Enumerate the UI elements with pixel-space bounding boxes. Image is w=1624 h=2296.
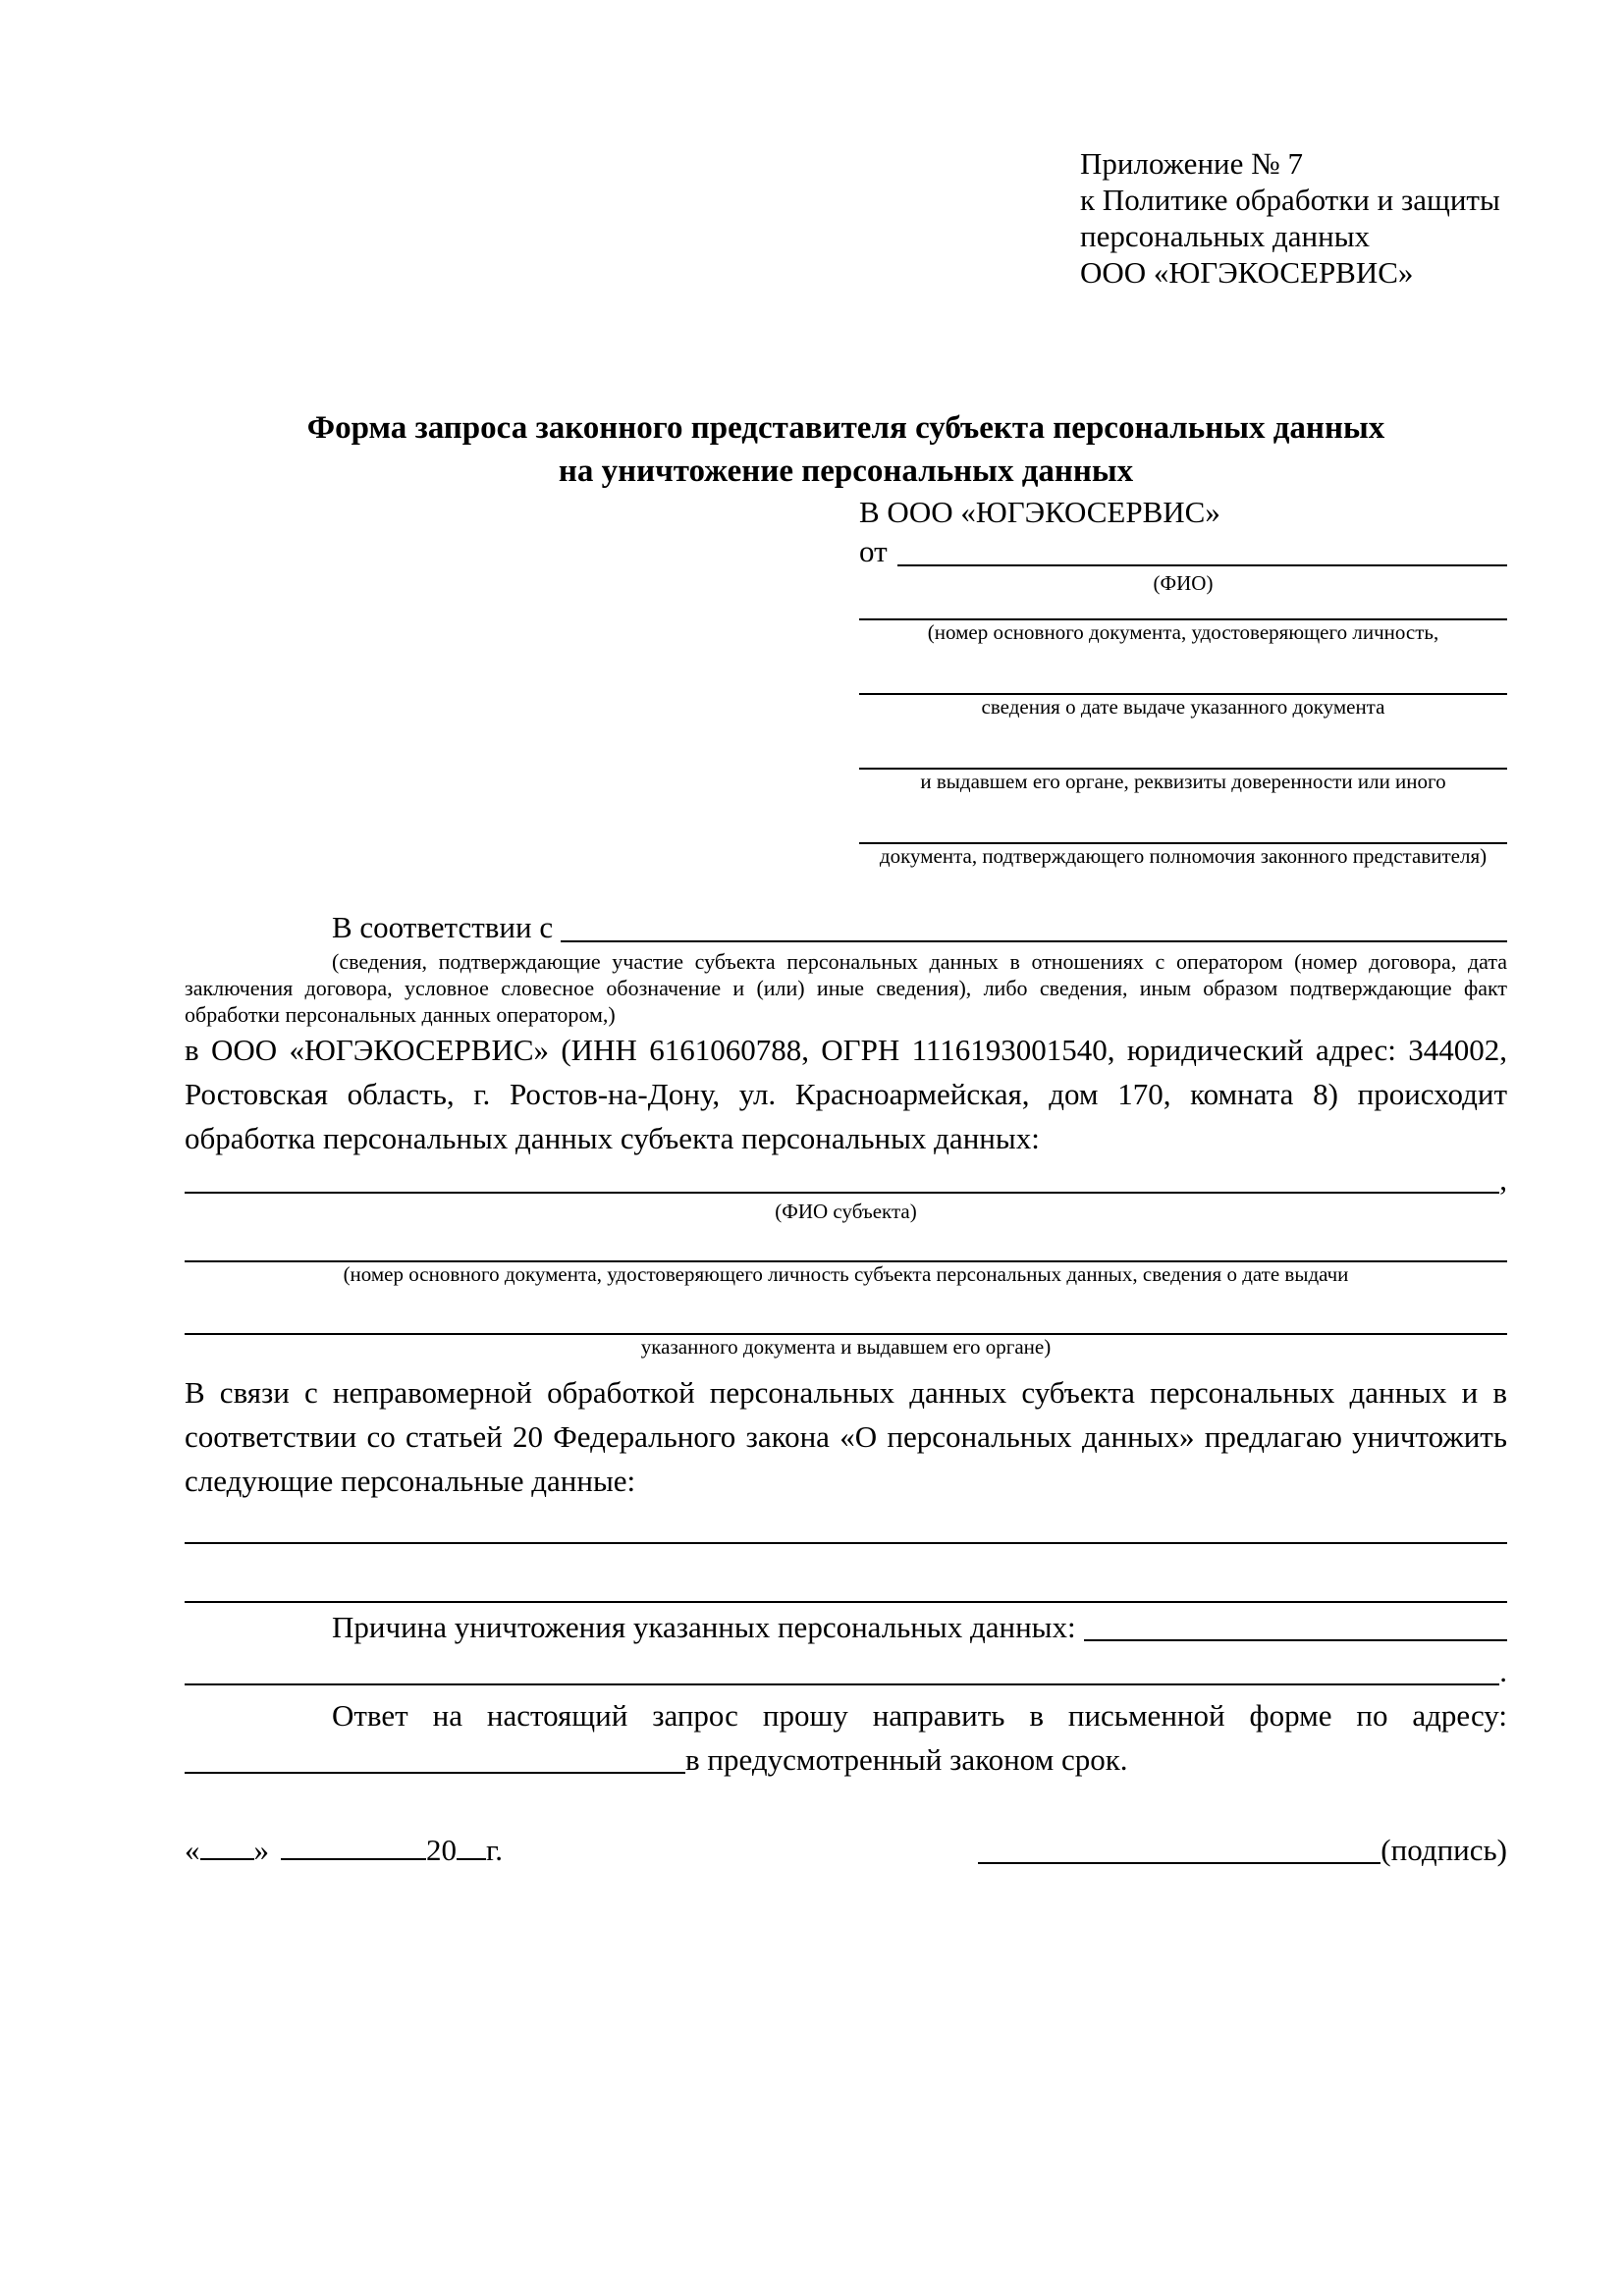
blank-caption-group [185, 1311, 1507, 1359]
blank-line [859, 603, 1507, 620]
from-label: от [859, 534, 888, 568]
appendix-note-line: к Политике обработки и защиты [1080, 183, 1500, 217]
blank-line [185, 1649, 1499, 1685]
blank-caption-group [859, 603, 1507, 644]
reason-blank-line [1084, 1605, 1507, 1641]
blank-caption-group [859, 671, 1507, 719]
month-blank [281, 1858, 426, 1860]
unlawful-paragraph: В связи с неправомерной обработкой персональных данных субъекта персональных данных и в соответствии со статьей 20 Федерального закона «О персональных данных» предлагаю уничтожить следующие персональные данные: [185, 1375, 1507, 1498]
blank-line [859, 746, 1507, 770]
appendix-note [1080, 145, 1507, 291]
doc-caption-line1: (номер основного документа, удостоверяющего личность субъекта персональных данных, сведения о дате выдачи [343, 1262, 1349, 1286]
addressee-company: В ООО «ЮГЭКОСЕРВИС» [859, 495, 1220, 529]
from-blank-line [897, 532, 1507, 566]
data-blank-line [185, 1507, 1507, 1546]
according-label: В соответствии с [332, 910, 554, 944]
close-quote: » [253, 1833, 269, 1867]
reason-line [185, 1605, 1507, 1649]
document-title [185, 406, 1507, 493]
blank-caption: и выдавшем его органе, реквизиты доверенности или иного [920, 770, 1446, 793]
blank-caption: (номер основного документа, удостоверяющего личность, [927, 620, 1439, 644]
signature-area [978, 1829, 1507, 1872]
operator-paragraph: в ООО «ЮГЭКОСЕРВИС» (ИНН 6161060788, ОГРН 1116193001540, юридический адрес: 344002, Ростовская область, г. Ростов-на-Дону, ул. Красноармейская, дом 170, комната 8) происходит обработка персональных данных субъекта персональных данных: [185, 1033, 1507, 1155]
blank-line [859, 671, 1507, 695]
year-suffix: г. [486, 1833, 503, 1867]
comma-mark: , [1499, 1162, 1507, 1197]
signature-caption: (подпись) [1380, 1833, 1507, 1867]
blank-caption-group [859, 746, 1507, 793]
year-blank [457, 1858, 486, 1860]
reply-tail: в предусмотренный законом срок. [685, 1742, 1128, 1777]
blank-line [185, 1160, 1499, 1194]
blank-line [185, 1566, 1507, 1603]
according-blank-line [561, 907, 1507, 942]
document-title-line1: Форма запроса законного представителя субъекта персональных данных [306, 410, 1385, 446]
appendix-note-line: ООО «ЮГЭКОСЕРВИС» [1080, 255, 1414, 290]
footer-row [185, 1829, 1507, 1872]
day-blank [200, 1858, 254, 1860]
appendix-note-line: Приложение № 7 [1080, 146, 1303, 181]
period-mark: . [1499, 1654, 1507, 1688]
addressee-block [859, 493, 1507, 868]
blank-caption-group [185, 1239, 1507, 1286]
reason-label: Причина уничтожения указанных персональных данных: [332, 1610, 1076, 1644]
doc-caption-line2: указанного документа и выдавшем его органе) [640, 1335, 1052, 1359]
fio-caption: (ФИО) [1153, 571, 1214, 595]
small-print-note: (сведения, подтверждающие участие субъекта персональных данных в отношениях с оператором (номер договора, дата заключения договора, условное словесное обозначение и (или) иные сведения), либо сведения, иным образом подтверждающие факт обработки персональных данных оператором,) [185, 949, 1507, 1027]
address-blank-line [185, 1737, 685, 1774]
subject-fio-blank [185, 1160, 1507, 1200]
blank-caption: сведения о дате выдаче указанного документа [981, 695, 1385, 719]
reason-blank-continuation [185, 1649, 1507, 1693]
signature-blank-line [978, 1862, 1380, 1864]
fio-subject-caption: (ФИО субъекта) [775, 1200, 917, 1223]
blank-line [185, 1311, 1507, 1335]
reply-address-line [185, 1737, 1507, 1782]
date-line [185, 1829, 503, 1872]
from-line [859, 532, 1507, 571]
blank-line [859, 821, 1507, 844]
reply-sentence: Ответ на настоящий запрос прошу направить в письменной форме по адресу: [332, 1698, 1507, 1733]
blank-line [185, 1507, 1507, 1544]
blank-line [185, 1239, 1507, 1262]
open-quote: « [185, 1833, 200, 1867]
appendix-note-line: персональных данных [1080, 219, 1371, 253]
according-line [185, 907, 1507, 948]
data-blank-line [185, 1566, 1507, 1605]
blank-caption-group [859, 821, 1507, 868]
blank-caption: документа, подтверждающего полномочия законного представителя) [879, 844, 1488, 868]
year-prefix: 20 [426, 1833, 457, 1867]
document-title-line2: на уничтожение персональных данных [558, 454, 1134, 489]
